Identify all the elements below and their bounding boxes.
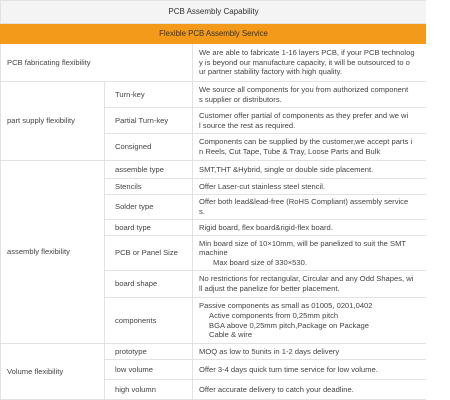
value-line: n Reels, Cut Tape, Tube & Tray, Loose Parts and Bulk xyxy=(199,147,381,156)
value-cell: Offer Laser-cut stainless steel stencil. xyxy=(193,179,427,195)
value-line: machine xyxy=(199,248,228,258)
value-cell xyxy=(193,44,427,82)
value-cell: Offer 3-4 days quick turn time service for low volume. xyxy=(193,360,427,380)
item-label: Partial Turn-key xyxy=(105,108,193,134)
table-row xyxy=(1,82,427,108)
value-line: We are able to fabricate 1-16 layers PCB, if your PCB technolog xyxy=(199,48,415,58)
item-label: high volumn xyxy=(105,380,193,400)
item-label: assemble type xyxy=(105,161,193,179)
value-line: Customer offer partial of components as they prefer and we wi xyxy=(199,110,409,120)
value-line: Components can be supplied by the customer,we accept parts i xyxy=(199,137,413,147)
category-label: assembly flexibility xyxy=(1,161,105,344)
value-line: Cable & wire xyxy=(209,330,253,340)
item-label: board type xyxy=(105,220,193,236)
table-row xyxy=(1,161,427,179)
item-label: low volume xyxy=(105,360,193,380)
value-cell xyxy=(193,82,427,108)
item-label: Stencils xyxy=(105,179,193,195)
value-line: ur partner stability factory with high quality. xyxy=(199,67,342,77)
section-title: Flexible PCB Assembly Service xyxy=(1,24,427,44)
item-label: components xyxy=(105,298,193,344)
value-cell xyxy=(193,298,427,344)
value-line: s. xyxy=(199,207,205,216)
value-line: l source the rest as required. xyxy=(199,120,296,130)
item-label: Turn-key xyxy=(105,82,193,108)
category-label: part supply flexibility xyxy=(1,82,105,161)
value-line: Offer both lead&lead-free (RoHS Compliant) assembly service xyxy=(199,197,409,207)
item-label: Consigned xyxy=(105,134,193,161)
value-line: Passive components as small as 01005, 0201,0402 xyxy=(199,301,373,311)
item-label: board shape xyxy=(105,271,193,298)
section-title-row xyxy=(1,24,427,44)
value-line: y is beyond our manufacture capacity, it will be outsourced to o xyxy=(199,57,410,67)
value-cell: MOQ as low to 5units in 1-2 days delivery xyxy=(193,344,427,360)
table-row xyxy=(1,44,427,82)
value-cell xyxy=(193,134,427,161)
item-label: Solder type xyxy=(105,195,193,220)
value-line: Max board size of 330×530. xyxy=(213,257,307,267)
value-line: Active components from 0,25mm pitch xyxy=(209,310,339,320)
table-row xyxy=(1,344,427,360)
item-label: PCB or Panel Size xyxy=(105,236,193,271)
category-label: Volume flexibility xyxy=(1,344,105,400)
value-line: Min board size of 10×10mm, will be panelized to suit the SMT xyxy=(199,238,407,248)
page-margin xyxy=(426,0,450,400)
value-cell xyxy=(193,236,427,271)
value-line: s supplier or distributors. xyxy=(199,94,282,104)
value-line: BGA above 0,25mm pitch,Package on Package xyxy=(209,320,369,330)
table-title: PCB Assembly Capability xyxy=(1,1,427,24)
value-cell xyxy=(193,195,427,220)
table-title-row xyxy=(1,1,427,24)
value-cell: Rigid board, flex board&rigid-flex board. xyxy=(193,220,427,236)
value-line: No restrictions for rectangular, Circular and any Odd Shapes, wi xyxy=(199,274,414,284)
value-cell: Offer accurate delivery to catch your deadline. xyxy=(193,380,427,400)
value-cell xyxy=(193,108,427,134)
value-line: ll adjust the panelize for better placement. xyxy=(199,284,340,293)
value-cell: SMT,THT &Hybrid, single or double side placement. xyxy=(193,161,427,179)
value-line: We source all components for you from authorized component xyxy=(199,84,409,94)
category-label: PCB fabricating flexibility xyxy=(1,44,193,82)
value-cell xyxy=(193,271,427,298)
item-label: prototype xyxy=(105,344,193,360)
